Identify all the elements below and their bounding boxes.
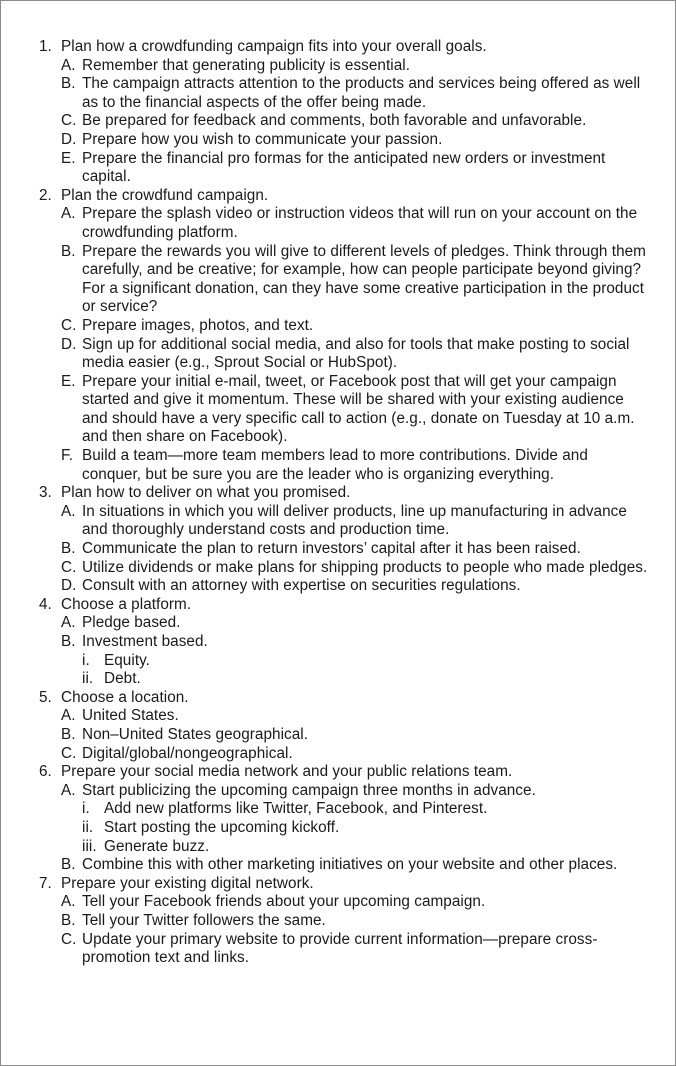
item-number: 3. — [39, 484, 52, 502]
subitem-label: D. — [61, 335, 77, 353]
outline-roman-item — [39, 670, 649, 689]
subitem-text: Prepare the financial pro formas for the anticipated new orders or investment capital. — [82, 149, 606, 186]
outline-subitem — [39, 243, 649, 317]
item-title: Prepare your social media network and your public relations team. — [61, 763, 513, 781]
subitem-text: Prepare images, photos, and text. — [82, 316, 314, 334]
outline-item — [39, 38, 649, 57]
outline-subitem — [39, 856, 649, 875]
subitem-text: In situations in which you will deliver products, line up manufacturing in advance and thoroughly understand costs and production time. — [82, 502, 627, 539]
subitem-text: Digital/global/nongeographical. — [82, 744, 293, 762]
subitem-label: D. — [61, 577, 77, 595]
subitem-label: C. — [61, 112, 77, 130]
outline-item — [39, 484, 649, 503]
subitem-text: Be prepared for feedback and comments, both favorable and unfavorable. — [82, 112, 587, 130]
outline-subitem — [39, 75, 649, 112]
subitem-text: Consult with an attorney with expertise on securities regulations. — [82, 577, 521, 595]
outline-subitem — [39, 503, 649, 540]
item-number: 2. — [39, 186, 52, 204]
subitem-text: Prepare how you wish to communicate your passion. — [82, 130, 443, 148]
subitem-text: Communicate the plan to return investors’ capital after it has been raised. — [82, 540, 581, 558]
item-number: 5. — [39, 688, 52, 706]
outline-subitem — [39, 893, 649, 912]
subitem-label: A. — [61, 707, 76, 725]
roman-text: Equity. — [104, 651, 150, 669]
subitem-label: A. — [61, 56, 76, 74]
subitem-text: Prepare your initial e-mail, tweet, or Facebook post that will get your campaign started and give it momentum. These will be shared with your existing audience and should have a very specific call to action (e.g., donate on Tuesday at 10 a.m. and then share on Facebook). — [82, 372, 635, 446]
outline-item — [39, 875, 649, 894]
outline-list — [39, 38, 649, 968]
outline-roman-item — [39, 652, 649, 671]
subitem-text: Non–United States geographical. — [82, 725, 309, 743]
roman-label: i. — [82, 651, 90, 669]
roman-label: ii. — [82, 818, 94, 836]
subitem-text: United States. — [82, 707, 179, 725]
item-number: 1. — [39, 38, 52, 55]
outline-subitem — [39, 633, 649, 652]
item-number: 6. — [39, 763, 52, 781]
outline-subitem — [39, 782, 649, 801]
subitem-label: B. — [61, 242, 76, 260]
subitem-text: Sign up for additional social media, and also for tools that make posting to social media easier (e.g., Sprout Social or HubSpot). — [82, 335, 630, 372]
subitem-label: B. — [61, 725, 76, 743]
outline-subitem — [39, 336, 649, 373]
outline-subitem — [39, 57, 649, 76]
subitem-label: B. — [61, 633, 76, 650]
outline-subitem — [39, 317, 649, 336]
subitem-text: Prepare the splash video or instruction videos that will run on your account on the crowdfunding platform. — [82, 205, 638, 241]
roman-label: ii. — [82, 670, 94, 688]
outline-roman-item — [39, 800, 649, 819]
roman-text: Add new platforms like Twitter, Facebook, and Pinterest. — [104, 800, 488, 818]
subitem-label: C. — [61, 558, 77, 576]
item-title: Choose a platform. — [61, 595, 192, 613]
subitem-label: A. — [61, 781, 76, 799]
item-title: Choose a location. — [61, 688, 189, 706]
outline-subitem — [39, 150, 649, 187]
subitem-text: Tell your Facebook friends about your upcoming campaign. — [82, 893, 486, 911]
outline-subitem — [39, 707, 649, 726]
subitem-label: F. — [61, 447, 73, 465]
item-number: 7. — [39, 874, 52, 892]
outline-subitem — [39, 745, 649, 764]
outline-subitem — [39, 540, 649, 559]
outline-subitem — [39, 912, 649, 931]
roman-label: i. — [82, 800, 90, 818]
subitem-label: E. — [61, 372, 76, 390]
outline-subitem — [39, 112, 649, 131]
subitem-text: Utilize dividends or make plans for shipping products to people who made pledges. — [82, 558, 648, 576]
item-title: Prepare your existing digital network. — [61, 874, 314, 892]
subitem-label: A. — [61, 205, 76, 223]
subitem-label: B. — [61, 911, 76, 929]
item-number: 4. — [39, 595, 52, 613]
subitem-text: Build a team—more team members lead to more contributions. Divide and conquer, but be sure you are the leader who is organizing everything. — [82, 447, 588, 483]
subitem-label: C. — [61, 930, 77, 948]
subitem-label: B. — [61, 540, 76, 558]
subitem-text: The campaign attracts attention to the products and services being offered as well as to the financial aspects of the offer being made. — [82, 75, 641, 111]
subitem-label: A. — [61, 614, 76, 632]
roman-text: Start posting the upcoming kickoff. — [104, 818, 340, 836]
subitem-label: A. — [61, 893, 76, 911]
subitem-label: D. — [61, 130, 77, 148]
item-title: Plan how to deliver on what you promised. — [61, 484, 351, 502]
outline-subitem — [39, 373, 649, 447]
subitem-label: C. — [61, 316, 77, 334]
outline-subitem — [39, 726, 649, 745]
outline-subitem — [39, 577, 649, 596]
outline-subitem — [39, 931, 649, 968]
outline-item — [39, 689, 649, 708]
outline-item — [39, 596, 649, 615]
subitem-text: Tell your Twitter followers the same. — [82, 911, 326, 929]
outline-item — [39, 763, 649, 782]
subitem-text: Pledge based. — [82, 614, 181, 632]
outline-subitem — [39, 205, 649, 242]
outline-subitem — [39, 131, 649, 150]
outline-subitem — [39, 447, 649, 484]
outline-subitem — [39, 614, 649, 633]
subitem-label: A. — [61, 502, 76, 520]
subitem-text: Prepare the rewards you will give to different levels of pledges. Think through them carefully, and be creative; for example, how can people participate beyond giving? For a significant donation, can they have some creative participation in the product or service? — [82, 242, 646, 316]
subitem-text: Start publicizing the upcoming campaign three months in advance. — [82, 781, 536, 799]
subitem-label: C. — [61, 744, 77, 762]
subitem-label: E. — [61, 149, 76, 167]
subitem-text: Combine this with other marketing initiatives on your website and other places. — [82, 856, 618, 874]
roman-label: iii. — [82, 837, 97, 855]
subitem-label: B. — [61, 75, 76, 93]
subitem-text: Update your primary website to provide current information—prepare cross-promotion text and links. — [82, 930, 598, 967]
subitem-text: Investment based. — [82, 633, 208, 650]
roman-text: Debt. — [104, 670, 141, 688]
subitem-text: Remember that generating publicity is essential. — [82, 56, 411, 74]
item-title: Plan how a crowdfunding campaign fits into your overall goals. — [61, 38, 487, 55]
roman-text: Generate buzz. — [104, 837, 210, 855]
item-title: Plan the crowdfund campaign. — [61, 186, 269, 204]
outline-subitem — [39, 559, 649, 578]
subitem-label: B. — [61, 856, 76, 874]
outline-roman-item — [39, 838, 649, 857]
outline-item — [39, 187, 649, 206]
outline-roman-item — [39, 819, 649, 838]
